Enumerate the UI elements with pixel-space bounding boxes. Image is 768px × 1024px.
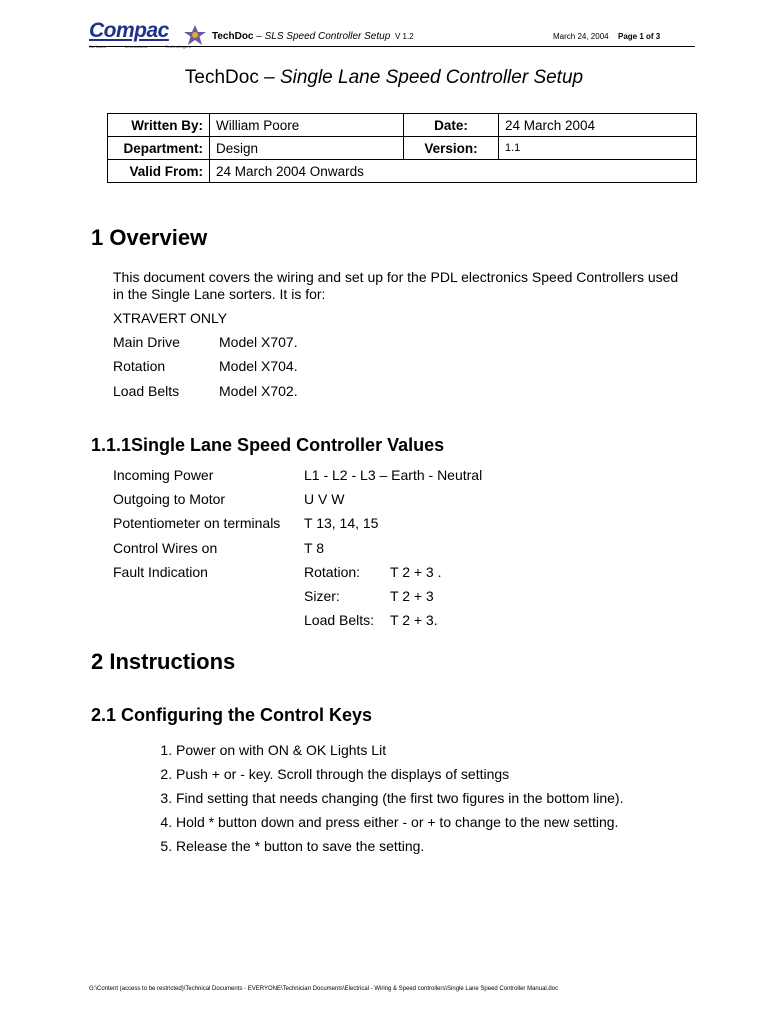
version-label: Version: xyxy=(404,137,499,160)
department-label: Department: xyxy=(108,137,210,160)
document-info-table xyxy=(107,113,697,183)
overview-intro-line-1: This document covers the wiring and set up for the PDL electronics Speed Controllers used xyxy=(113,269,679,285)
configuring-keys-heading: 2.1 Configuring the Control Keys xyxy=(91,705,373,725)
model-number: Model X702. xyxy=(219,383,298,399)
header-page-number: Page 1 of 3 xyxy=(618,32,661,41)
list-item: 2. Push + or - key. Scroll through the displays of settings xyxy=(176,766,623,790)
list-item: 4. Hold * button down and press either - or + to change to the new setting. xyxy=(176,814,623,838)
value-label: Fault Indication xyxy=(113,564,208,580)
overview-heading: 1 Overview xyxy=(91,225,208,250)
instruction-steps xyxy=(138,742,623,862)
model-name: Rotation xyxy=(113,358,166,374)
fault-name: Load Belts: xyxy=(304,612,375,628)
logo-tagline-3: Technologies xyxy=(165,44,192,49)
model-number: Model X704. xyxy=(219,358,298,374)
table-row xyxy=(108,137,697,160)
logo-tagline-2: Innovations xyxy=(124,44,148,49)
document-title-prefix: TechDoc – xyxy=(184,67,280,88)
fault-name: Rotation: xyxy=(304,564,361,580)
written-by-value: William Poore xyxy=(210,114,404,137)
fault-terminals: T 2 + 3 . xyxy=(390,564,442,580)
fault-name: Sizer: xyxy=(304,588,340,604)
model-number: Model X707. xyxy=(219,334,298,350)
header-doc-short-title: SLS Speed Controller Setup xyxy=(264,31,391,42)
document-title-main: Single Lane Speed Controller Setup xyxy=(279,67,584,88)
value-text: U V W xyxy=(304,491,345,507)
list-item: 5. Release the * button to save the setting. xyxy=(176,838,623,862)
version-value: 1.1 xyxy=(499,137,697,160)
department-value: Design xyxy=(210,137,404,160)
model-name: Load Belts xyxy=(113,383,180,399)
header-doc-dash: – xyxy=(253,31,265,42)
date-label: Date: xyxy=(404,114,499,137)
value-label: Outgoing to Motor xyxy=(113,491,226,507)
document-title xyxy=(0,67,768,89)
valid-from-value: 24 March 2004 Onwards xyxy=(210,160,697,183)
value-label: Potentiometer on terminals xyxy=(113,515,281,531)
fault-terminals: T 2 + 3. xyxy=(390,612,438,628)
value-label: Control Wires on xyxy=(113,540,218,556)
value-text: T 8 xyxy=(304,540,324,556)
fault-terminals: T 2 + 3 xyxy=(390,588,434,604)
model-name: Main Drive xyxy=(113,334,180,350)
value-text: T 13, 14, 15 xyxy=(304,515,379,531)
header-divider xyxy=(89,46,695,47)
header-version: V 1.2 xyxy=(395,32,414,41)
table-row xyxy=(108,114,697,137)
date-value: 24 March 2004 xyxy=(499,114,697,137)
value-text: L1 - L2 - L3 – Earth - Neutral xyxy=(304,467,483,483)
header-doc-title xyxy=(212,31,390,42)
list-item: 3. Find setting that needs changing (the first two figures in the bottom line). xyxy=(176,790,623,814)
table-row xyxy=(108,160,697,183)
value-label: Incoming Power xyxy=(113,467,214,483)
instructions-heading: 2 Instructions xyxy=(91,649,236,674)
written-by-label: Written By: xyxy=(108,114,210,137)
header-date: March 24, 2004 xyxy=(553,32,609,41)
valid-from-label: Valid From: xyxy=(108,160,210,183)
file-path-footer: G:\Content (access to be restricted)\Technical Documents - EVERYONE\Technician Documents\Electrical - Wiring & Speed controllers\Single Lane Speed Controller Manual.doc xyxy=(89,986,559,992)
controller-values-heading: 1.1.1Single Lane Speed Controller Values xyxy=(91,435,445,455)
company-logo: Compac xyxy=(89,19,169,42)
overview-intro-line-2: in the Single Lane sorters. It is for: xyxy=(113,286,326,302)
list-item: 1. Power on with ON & OK Lights Lit xyxy=(176,742,623,766)
star-logo-icon xyxy=(183,24,207,46)
header-doc-prefix: TechDoc xyxy=(212,31,254,42)
overview-scope: XTRAVERT ONLY xyxy=(113,310,228,326)
logo-tagline-1: Sortware xyxy=(89,44,107,49)
